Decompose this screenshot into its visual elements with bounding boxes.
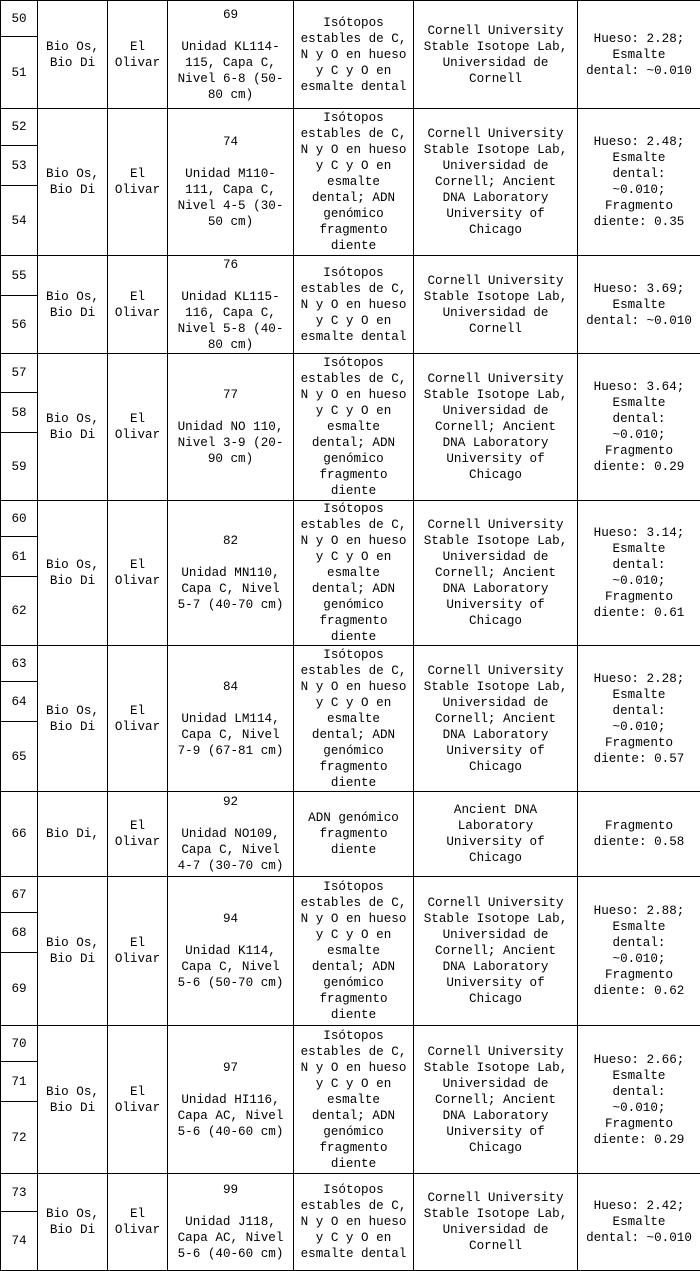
- row-number-cell: 50: [1, 1, 38, 37]
- results-cell: Hueso: 2.66; Esmalte dental: ~0.010; Fragmento diente: 0.29: [578, 1026, 700, 1174]
- row-number-cell: 74: [1, 1212, 38, 1271]
- results-cell: Hueso: 2.28; Esmalte dental: ~0.010: [578, 1, 700, 109]
- results-cell: Hueso: 2.48; Esmalte dental: ~0.010; Fragmento diente: 0.35: [578, 109, 700, 256]
- lab-cell: Cornell University Stable Isotope Lab, Universidad de Cornell; Ancient DNA Laboratory University of Chicago: [414, 354, 578, 501]
- results-cell: Hueso: 3.64; Esmalte dental: ~0.010; Fragmento diente: 0.29: [578, 354, 700, 501]
- lab-cell: Cornell University Stable Isotope Lab, Universidad de Cornell; Ancient DNA Laboratory University of Chicago: [414, 1026, 578, 1174]
- sample-type-cell: Bio Os, Bio Di: [38, 877, 108, 1026]
- unit-cell: [168, 501, 294, 646]
- unit-code: 76: [172, 257, 289, 273]
- sample-type-cell: Bio Os, Bio Di: [38, 256, 108, 354]
- analysis-cell: ADN genómico fragmento diente: [294, 792, 414, 877]
- row-number-cell: 72: [1, 1102, 38, 1174]
- unit-cell: [168, 354, 294, 501]
- sample-type-cell: Bio Os, Bio Di: [38, 1026, 108, 1174]
- unit-code: 82: [172, 533, 289, 549]
- lab-cell: Cornell University Stable Isotope Lab, Universidad de Cornell: [414, 256, 578, 354]
- lab-cell: Cornell University Stable Isotope Lab, Universidad de Cornell: [414, 1, 578, 109]
- unit-detail: Unidad NO 110, Nivel 3-9 (20-90 cm): [172, 419, 289, 467]
- row-number-cell: 66: [1, 792, 38, 877]
- unit-detail: Unidad M110-111, Capa C, Nivel 4-5 (30-50 cm): [172, 166, 289, 230]
- site-cell: El Olivar: [108, 354, 168, 501]
- record-group: [1, 792, 700, 877]
- results-cell: Hueso: 2.88; Esmalte dental: ~0.010; Fragmento diente: 0.62: [578, 877, 700, 1026]
- site-cell: El Olivar: [108, 1, 168, 109]
- results-cell: Hueso: 2.28; Esmalte dental: ~0.010; Fragmento diente: 0.57: [578, 646, 700, 792]
- row-number-cell: 62: [1, 577, 38, 646]
- row-number-cell: 73: [1, 1174, 38, 1212]
- analysis-cell: Isótopos estables de C, N y O en hueso y C y O en esmalte dental; ADN genómico fragmento diente: [294, 877, 414, 1026]
- unit-code: 77: [172, 387, 289, 403]
- unit-code: 97: [172, 1060, 289, 1076]
- unit-cell: [168, 646, 294, 792]
- row-number-cell: 51: [1, 37, 38, 109]
- row-number-cell: 64: [1, 682, 38, 722]
- sample-type-cell: Bio Os, Bio Di: [38, 109, 108, 256]
- record-group: [1, 1174, 700, 1271]
- sample-type-cell: Bio Os, Bio Di: [38, 354, 108, 501]
- site-cell: El Olivar: [108, 792, 168, 877]
- record-group: [1, 109, 700, 256]
- results-cell: Hueso: 3.69; Esmalte dental: ~0.010: [578, 256, 700, 354]
- unit-code: 92: [172, 794, 289, 810]
- unit-code: 84: [172, 679, 289, 695]
- record-group: [1, 877, 700, 1026]
- site-cell: El Olivar: [108, 1026, 168, 1174]
- record-group: [1, 1, 700, 109]
- site-cell: El Olivar: [108, 109, 168, 256]
- record-group: [1, 501, 700, 646]
- row-number-cell: 60: [1, 501, 38, 537]
- unit-detail: Unidad J118, Capa AC, Nivel 5-6 (40-60 cm): [172, 1214, 289, 1262]
- sample-type-cell: Bio Di,: [38, 792, 108, 877]
- unit-cell: [168, 1026, 294, 1174]
- sample-type-cell: Bio Os, Bio Di: [38, 501, 108, 646]
- row-number-cell: 68: [1, 913, 38, 953]
- row-number-cell: 67: [1, 877, 38, 913]
- analysis-cell: Isótopos estables de C, N y O en hueso y C y O en esmalte dental; ADN genómico fragmento diente: [294, 354, 414, 501]
- unit-cell: [168, 109, 294, 256]
- analysis-cell: Isótopos estables de C, N y O en hueso y C y O en esmalte dental; ADN genómico fragmento diente: [294, 646, 414, 792]
- row-number-cell: 61: [1, 537, 38, 577]
- site-cell: El Olivar: [108, 646, 168, 792]
- unit-cell: [168, 256, 294, 354]
- site-cell: El Olivar: [108, 256, 168, 354]
- row-number-cell: 53: [1, 146, 38, 186]
- unit-detail: Unidad HI116, Capa AC, Nivel 5-6 (40-60 cm): [172, 1092, 289, 1140]
- unit-code: 74: [172, 134, 289, 150]
- results-cell: Hueso: 2.42; Esmalte dental: ~0.010: [578, 1174, 700, 1271]
- row-number-cell: 65: [1, 722, 38, 792]
- analysis-cell: Isótopos estables de C, N y O en hueso y C y O en esmalte dental; ADN genómico fragmento diente: [294, 501, 414, 646]
- row-number-cell: 58: [1, 393, 38, 433]
- lab-cell: Ancient DNA Laboratory University of Chicago: [414, 792, 578, 877]
- unit-cell: [168, 1174, 294, 1271]
- lab-cell: Cornell University Stable Isotope Lab, Universidad de Cornell; Ancient DNA Laboratory University of Chicago: [414, 877, 578, 1026]
- unit-detail: Unidad MN110, Capa C, Nivel 5-7 (40-70 cm): [172, 565, 289, 613]
- row-number-cell: 52: [1, 109, 38, 146]
- row-number-cell: 69: [1, 953, 38, 1026]
- results-cell: Fragmento diente: 0.58: [578, 792, 700, 877]
- sample-type-cell: Bio Os, Bio Di: [38, 1174, 108, 1271]
- unit-cell: [168, 877, 294, 1026]
- site-cell: El Olivar: [108, 501, 168, 646]
- lab-cell: Cornell University Stable Isotope Lab, Universidad de Cornell; Ancient DNA Laboratory University of Chicago: [414, 501, 578, 646]
- unit-code: 99: [172, 1182, 289, 1198]
- row-number-cell: 70: [1, 1026, 38, 1062]
- analysis-cell: Isótopos estables de C, N y O en hueso y C y O en esmalte dental: [294, 256, 414, 354]
- row-number-cell: 57: [1, 354, 38, 393]
- row-number-cell: 54: [1, 186, 38, 256]
- row-number-cell: 63: [1, 646, 38, 682]
- results-cell: Hueso: 3.14; Esmalte dental: ~0.010; Fragmento diente: 0.61: [578, 501, 700, 646]
- row-number-cell: 59: [1, 433, 38, 501]
- lab-cell: Cornell University Stable Isotope Lab, Universidad de Cornell; Ancient DNA Laboratory University of Chicago: [414, 646, 578, 792]
- site-cell: El Olivar: [108, 1174, 168, 1271]
- unit-detail: Unidad KL114-115, Capa C, Nivel 6-8 (50-80 cm): [172, 39, 289, 103]
- lab-cell: Cornell University Stable Isotope Lab, Universidad de Cornell; Ancient DNA Laboratory University of Chicago: [414, 109, 578, 256]
- site-cell: El Olivar: [108, 877, 168, 1026]
- record-group: [1, 354, 700, 501]
- analysis-cell: Isótopos estables de C, N y O en hueso y C y O en esmalte dental; ADN genómico fragmento diente: [294, 1026, 414, 1174]
- unit-detail: Unidad LM114, Capa C, Nivel 7-9 (67-81 cm): [172, 711, 289, 759]
- unit-detail: Unidad K114, Capa C, Nivel 5-6 (50-70 cm): [172, 943, 289, 991]
- unit-code: 94: [172, 911, 289, 927]
- sample-type-cell: Bio Os, Bio Di: [38, 1, 108, 109]
- analysis-cell: Isótopos estables de C, N y O en hueso y C y O en esmalte dental; ADN genómico fragmento diente: [294, 109, 414, 256]
- unit-code: 69: [172, 7, 289, 23]
- unit-cell: [168, 792, 294, 877]
- row-number-cell: 56: [1, 296, 38, 354]
- record-group: [1, 256, 700, 354]
- unit-cell: [168, 1, 294, 109]
- record-group: [1, 1026, 700, 1174]
- analysis-cell: Isótopos estables de C, N y O en hueso y C y O en esmalte dental: [294, 1174, 414, 1271]
- row-number-cell: 71: [1, 1062, 38, 1102]
- record-group: [1, 646, 700, 792]
- row-number-cell: 55: [1, 256, 38, 296]
- sample-type-cell: Bio Os, Bio Di: [38, 646, 108, 792]
- lab-cell: Cornell University Stable Isotope Lab, Universidad de Cornell: [414, 1174, 578, 1271]
- unit-detail: Unidad NO109, Capa C, Nivel 4-7 (30-70 cm): [172, 826, 289, 874]
- unit-detail: Unidad KL115-116, Capa C, Nivel 5-8 (40-80 cm): [172, 289, 289, 353]
- analysis-cell: Isótopos estables de C, N y O en hueso y C y O en esmalte dental: [294, 1, 414, 109]
